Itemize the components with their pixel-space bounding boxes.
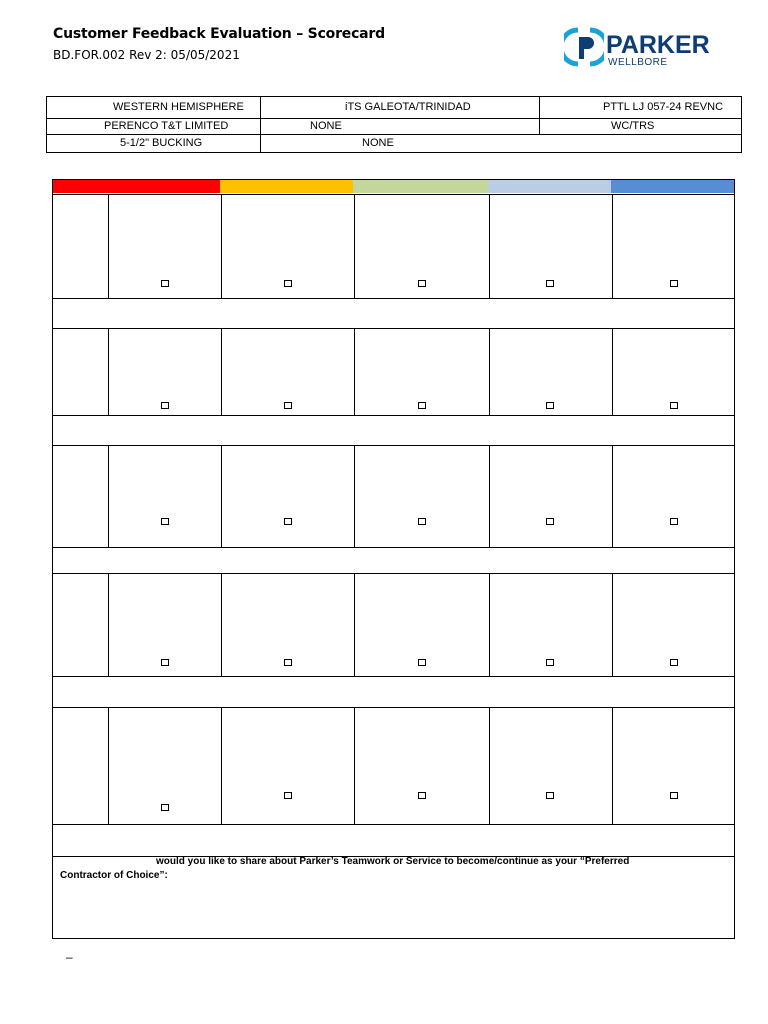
rating-checkbox[interactable]: [161, 402, 169, 409]
info-col-divider: [539, 97, 540, 134]
grid-col-line: [489, 573, 490, 676]
grid-row-line: [53, 415, 734, 416]
rating-checkbox[interactable]: [546, 518, 554, 525]
grid-col-line: [489, 445, 490, 547]
grid-col-line: [612, 573, 613, 676]
rating-checkbox[interactable]: [670, 792, 678, 799]
grid-col-line: [221, 328, 222, 415]
rig-cell: PTTL LJ 057-24 REVNC: [603, 101, 724, 113]
grid-col-line: [489, 707, 490, 824]
rating-checkbox[interactable]: [284, 402, 292, 409]
scorecard-grid: [52, 179, 735, 939]
grid-row-line: [53, 824, 734, 825]
document-title: Customer Feedback Evaluation – Scorecard: [53, 26, 385, 42]
r3c2-cell: NONE: [362, 137, 394, 149]
rating-checkbox[interactable]: [418, 518, 426, 525]
info-row-divider: [47, 134, 741, 135]
rating-checkbox[interactable]: [418, 659, 426, 666]
parker-logo-icon: [564, 26, 604, 68]
grid-col-line: [354, 445, 355, 547]
grid-col-line: [108, 328, 109, 415]
grid-col-line: [221, 445, 222, 547]
region-cell: WESTERN HEMISPHERE: [113, 101, 244, 113]
rating-checkbox[interactable]: [670, 402, 678, 409]
grid-col-line: [489, 328, 490, 415]
logo-wordmark: PARKER: [606, 31, 710, 59]
grid-col-line: [354, 573, 355, 676]
rating-checkbox[interactable]: [546, 792, 554, 799]
rating-checkbox[interactable]: [284, 518, 292, 525]
rating-checkbox[interactable]: [284, 792, 292, 799]
grid-row-line: [53, 707, 734, 708]
r3c1-cell: 5-1/2" BUCKING: [120, 137, 203, 149]
rating-checkbox[interactable]: [670, 518, 678, 525]
grid-row-line: [53, 328, 734, 329]
grid-col-line: [612, 328, 613, 415]
grid-col-line: [108, 573, 109, 676]
grid-col-line: [108, 707, 109, 824]
rating-checkbox[interactable]: [161, 518, 169, 525]
rating-checkbox[interactable]: [418, 402, 426, 409]
document-revision: BD.FOR.002 Rev 2: 05/05/2021: [53, 48, 240, 62]
grid-col-line: [354, 707, 355, 824]
grid-col-line: [612, 194, 613, 298]
rating-checkbox[interactable]: [161, 659, 169, 666]
info-row-divider: [47, 118, 741, 119]
grid-row-line: [53, 573, 734, 574]
customer-cell: PERENCO T&T LIMITED: [104, 120, 229, 132]
rating-checkbox[interactable]: [546, 659, 554, 666]
rating-checkbox[interactable]: [418, 280, 426, 287]
grid-col-line: [221, 707, 222, 824]
rating-checkbox[interactable]: [284, 659, 292, 666]
info-table: [46, 96, 742, 153]
grid-row-line: [53, 676, 734, 677]
r2c2-cell: NONE: [310, 120, 342, 132]
rating-checkbox[interactable]: [161, 804, 169, 811]
grid-col-line: [489, 194, 490, 298]
rating-checkbox[interactable]: [546, 402, 554, 409]
rating-checkbox[interactable]: [670, 280, 678, 287]
grid-col-line: [612, 707, 613, 824]
grid-col-line: [108, 445, 109, 547]
grid-row-line: [53, 298, 734, 299]
grid-row-line: [53, 547, 734, 548]
footer-dash: –: [66, 950, 73, 964]
grid-col-line: [221, 573, 222, 676]
info-col-divider: [260, 97, 261, 152]
rating-checkbox[interactable]: [670, 659, 678, 666]
comment-prompt-line1: would you like to share about Parker’s Teamwork or Service to become/continue as your “Preferred: [156, 856, 630, 867]
rating-checkbox[interactable]: [546, 280, 554, 287]
rating-checkbox[interactable]: [418, 792, 426, 799]
grid-col-line: [108, 194, 109, 298]
grid-row-line: [53, 445, 734, 446]
grid-row-line: [53, 194, 734, 195]
rating-checkbox[interactable]: [161, 280, 169, 287]
comment-prompt-line2: Contractor of Choice”:: [60, 870, 168, 881]
grid-col-line: [221, 194, 222, 298]
grid-col-line: [612, 445, 613, 547]
grid-col-line: [354, 328, 355, 415]
rating-checkbox[interactable]: [284, 280, 292, 287]
location-cell: iTS GALEOTA/TRINIDAD: [345, 101, 471, 113]
grid-col-line: [354, 194, 355, 298]
r2c3-cell: WC/TRS: [611, 120, 655, 132]
logo-subtitle: WELLBORE: [608, 57, 668, 68]
